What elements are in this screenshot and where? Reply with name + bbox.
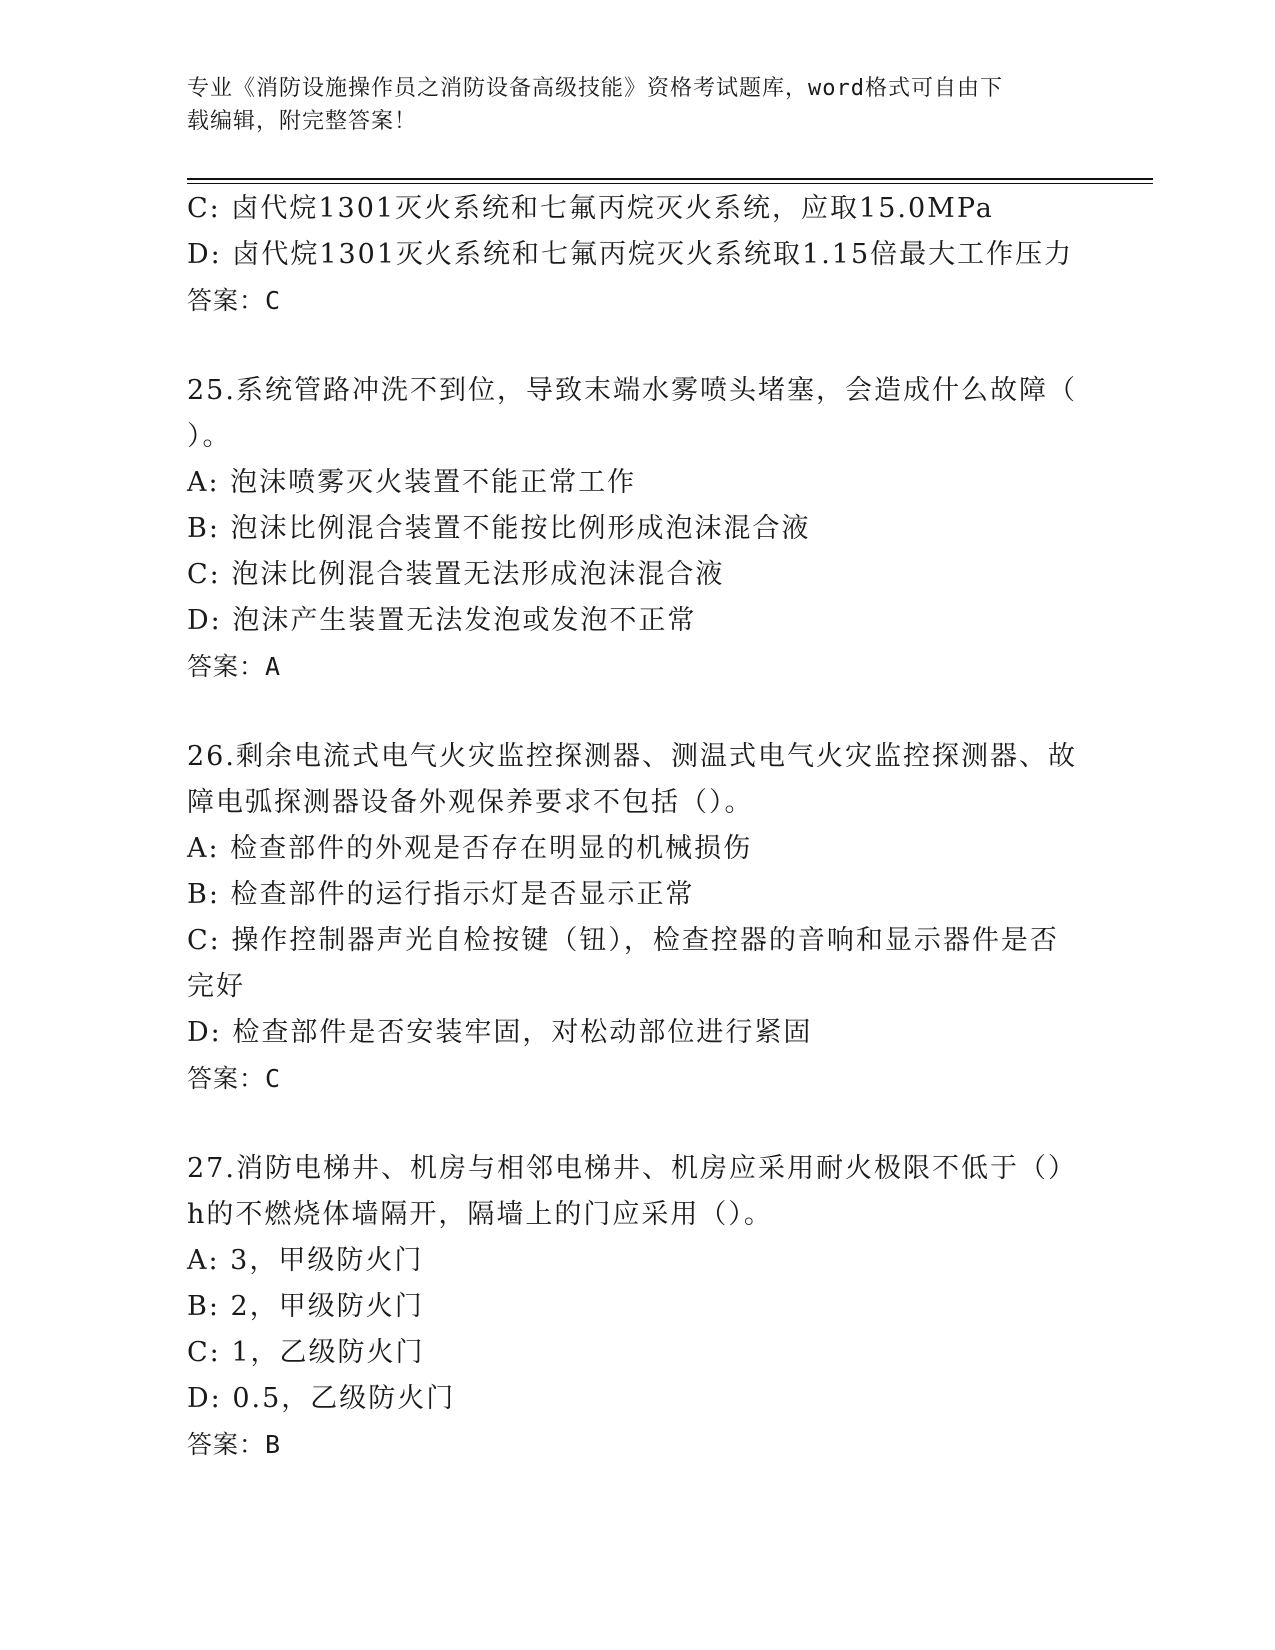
- question-26: [187, 734, 1087, 1102]
- option-c: C: 泡沫比例混合装置无法形成泡沫混合液: [187, 559, 725, 590]
- question-stem-cont: ）。: [187, 421, 232, 452]
- option-c-cont: 完好: [187, 971, 245, 1002]
- option-b: B: 2，甲级防火门: [187, 1291, 424, 1322]
- option-c: C: 卤代烷1301灭火系统和七氟丙烷灭火系统，应取15.0MPa: [187, 193, 994, 224]
- question-stem-cont: 障电弧探测器设备外观保养要求不包括（）。: [187, 787, 754, 818]
- option-d: D: 检查部件是否安装牢固，对松动部位进行紧固: [187, 1017, 813, 1048]
- option-c: C: 1，乙级防火门: [187, 1337, 425, 1368]
- answer: 答案：C: [187, 286, 282, 315]
- question-27: [187, 1146, 1087, 1468]
- question-stem: 27.消防电梯井、机房与相邻电梯井、机房应采用耐火极限不低于（）: [187, 1153, 1077, 1184]
- answer: 答案：A: [187, 652, 282, 681]
- header-line-1: 专业《消防设施操作员之消防设备高级技能》资格考试题库，word格式可自由下: [187, 76, 1003, 101]
- header-divider-thin: [187, 183, 1153, 184]
- question-stem: 25.系统管路冲洗不到位，导致末端水雾喷头堵塞，会造成什么故障（: [187, 375, 1077, 406]
- option-c: C: 操作控制器声光自检按键（钮），检查控器的音响和显示器件是否: [187, 925, 1059, 956]
- option-b: B: 泡沫比例混合装置不能按比例形成泡沫混合液: [187, 513, 811, 544]
- answer: 答案：B: [187, 1430, 282, 1459]
- document-header: [187, 72, 1087, 138]
- option-d: D: 0.5，乙级防火门: [187, 1383, 456, 1414]
- question-24: [187, 186, 1087, 324]
- header-line-2: 载编辑，附完整答案！: [187, 109, 418, 134]
- question-25: [187, 368, 1087, 690]
- option-b: B: 检查部件的运行指示灯是否显示正常: [187, 879, 695, 910]
- header-divider-thick: [187, 178, 1153, 180]
- option-a: A: 泡沫喷雾灭火装置不能正常工作: [187, 467, 637, 498]
- option-d: D: 卤代烷1301灭火系统和七氟丙烷灭火系统取1.15倍最大工作压力: [187, 239, 1074, 270]
- option-d: D: 泡沫产生装置无法发泡或发泡不正常: [187, 605, 697, 636]
- option-a: A: 3，甲级防火门: [187, 1245, 424, 1276]
- question-stem: 26.剩余电流式电气火灾监控探测器、测温式电气火灾监控探测器、故: [187, 741, 1077, 772]
- answer: 答案：C: [187, 1064, 282, 1093]
- question-list: [187, 186, 1087, 1468]
- question-stem-cont: h的不燃烧体墙隔开，隔墙上的门应采用（）。: [187, 1199, 773, 1230]
- option-a: A: 检查部件的外观是否存在明显的机械损伤: [187, 833, 753, 864]
